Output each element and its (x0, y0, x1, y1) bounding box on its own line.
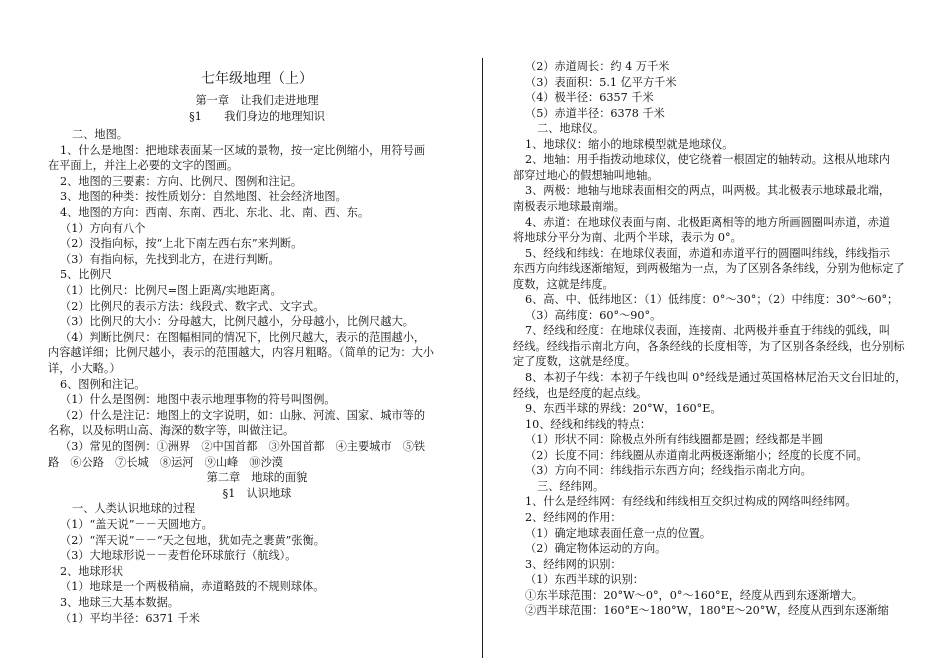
right-text-line: 二、地球仪。 (537, 122, 605, 136)
right-text-line: ①东半球范围：20°W～0°，0°～160°E，经度从西到东逐渐增大。 (525, 588, 863, 602)
left-text-line: 详，小大略。） (48, 362, 121, 375)
left-text-line: 一、人类认识地球的过程 (72, 502, 196, 516)
left-text-line: 2、地球形状 (60, 564, 124, 578)
right-text-line: 1、什么是经纬网：有经线和纬线相互交织过构成的网络叫经纬网。 (525, 495, 857, 509)
right-text-line: 经线，也是经度的起点线。 (513, 386, 648, 400)
right-text-line: 4、赤道：在地球仪表面与南、北极距离相等的地方所画圆圈叫赤道，赤道 (525, 215, 891, 229)
right-text-line: 经线。经线指示南北方向，各条经线的长度相等，为了区别各条经线，也分别标 (513, 339, 905, 353)
right-text-line: （2）赤道周长：约 4 万千米 (525, 60, 670, 73)
left-text-line: （1）地球是一个两极稍扁，赤道略鼓的不规则球体。 (60, 580, 325, 594)
left-text-line: 内容越详细；比例尺越小，表示的范围越大，内容月粗略。（简单的记为：大小 (48, 346, 434, 360)
left-text-line: 2、地图的三要素：方向、比例尺、图例和注记。 (60, 174, 303, 188)
left-text-line: （1）平均半径：6371 千米 (60, 611, 200, 625)
right-text-line: 部穿过地心的假想轴叫地轴。 (513, 168, 659, 182)
left-text-line: 第一章 让我们走进地理 (195, 94, 319, 107)
right-text-line: （1）东西半球的识别： (525, 573, 644, 587)
right-column (513, 0, 911, 672)
left-text-line: （2）“浑天说”－－“天之包地，犹如壳之裹黄”张衡。 (60, 533, 325, 547)
right-text-line: （3）方向不同：纬线指示东西方向；经线指示南北方向。 (525, 464, 812, 478)
left-column (48, 0, 466, 672)
right-text-line: 5、经线和纬线：在地球仪表面，赤道和赤道平行的圆圈叫纬线，纬线指示 (525, 246, 891, 260)
left-text-line: （3）大地球形说－－麦哲伦环球旅行（航线）。 (60, 549, 297, 563)
right-text-line: 9、东西半球的界线：20°W，160°E。 (525, 402, 722, 416)
left-text-line: （1）方向有八个 (60, 221, 146, 235)
right-text-line: 6、高、中、低纬地区：（1）低纬度：0°～30°；（2）中纬度：30°～60°； (525, 293, 899, 307)
right-text-line: 7、经线和经度：在地球仪表面，连接南、北两极并垂直于纬线的弧线，叫 (525, 324, 891, 338)
left-text-line: 七年级地理（上） (201, 71, 313, 87)
left-text-line: 6、图例和注记。 (60, 377, 146, 391)
right-text-line: 度数，这就是纬度。 (513, 277, 614, 291)
left-text-line: （3）比例尺的大小：分母越大，比例尺越小，分母越小，比例尺越大。 (60, 315, 414, 329)
right-text-line: 10、经线和纬线的特点： (525, 417, 652, 431)
right-text-line: 南极表示地球最南端。 (513, 199, 625, 213)
left-text-line: 在平面上，并注上必要的文字的图画。 (48, 159, 239, 173)
column-divider (482, 58, 483, 658)
left-text-line: 第二章 地球的面貌 (206, 471, 308, 485)
left-text-line: （3）有指向标，先找到北方，在进行判断。 (60, 252, 280, 266)
right-text-line: 2、地轴：用手指拨动地球仪，使它绕着一根固定的轴转动。这根从地球内 (525, 153, 891, 167)
right-text-line: （4）极半径：6357 千米 (525, 91, 654, 105)
left-text-line: 1、什么是地图：把地球表面某一区域的景物，按一定比例缩小，用符号画 (60, 143, 426, 157)
left-text-line: 3、地图的种类：按性质划分：自然地图、社会经济地图。 (60, 190, 347, 204)
left-text-line: §1 认识地球 (222, 486, 292, 500)
right-text-line: （1）确定地球表面任意一点的位置。 (525, 526, 712, 540)
right-text-line: 8、本初子午线：本初子午线也叫 0°经线是通过英国格林尼治天文台旧址的， (525, 371, 907, 384)
left-text-line: 5、比例尺 (60, 268, 112, 282)
right-text-line: ②西半球范围：160°E～180°W，180°E～20°W，经度从西到东逐渐缩 (525, 604, 889, 618)
left-text-line: （2）比例尺的表示方法：线段式、数字式、文字式。 (60, 299, 325, 313)
right-text-line: 1、地球仪：缩小的地球模型就是地球仪。 (525, 137, 734, 151)
left-text-line: 二、地图。 (72, 128, 128, 141)
left-text-line: （3）常见的图例：①洲界 ②中国首都 ③外国首都 ④主要城市 ⑤铁 (60, 440, 426, 453)
left-text-line: 名称，以及标明山高、海深的数字等，叫做注记。 (48, 424, 295, 438)
left-text-line: （1）比例尺：比例尺=图上距离/实地距离。 (60, 284, 282, 297)
left-text-line: §1 我们身边的地理知识 (189, 110, 325, 123)
right-text-line: （2）长度不同：纬线圈从赤道南北两极逐渐缩小；经度的长度不同。 (525, 448, 868, 462)
right-text-line: （2）确定物体运动的方向。 (525, 542, 667, 556)
left-text-line: 4、地图的方向：西南、东南、西北、东北、北、南、西、东。 (60, 206, 370, 219)
right-text-line: （1）形状不同：除极点外所有纬线圈都是圆；经线都是半圆 (525, 433, 823, 447)
left-text-line: （2）什么是注记：地图上的文字说明，如：山脉、河流、国家、城市等的 (60, 408, 426, 422)
left-text-line: 路 ⑥公路 ⑦长城 ⑧运河 ⑨山峰 ⑩沙漠 (48, 455, 283, 469)
right-text-line: 将地球分平分为南、北两个半球，表示为 0°。 (513, 231, 742, 245)
right-text-line: 定了度数，这就是经度。 (513, 355, 637, 369)
right-text-line: 3、经纬网的识别： (525, 557, 622, 571)
right-text-line: （3）表面积：5.1 亿平方千米 (525, 75, 677, 89)
right-text-line: 三、经纬网。 (537, 479, 605, 493)
left-text-line: （1）什么是图例：地图中表示地理事物的符号叫图例。 (60, 393, 336, 407)
left-text-line: （1）“盖天说”－－天圆地方。 (60, 518, 213, 531)
right-text-line: 3、两极：地轴与地球表面相交的两点，叫两极。其北极表示地球最北端， (525, 184, 891, 198)
left-text-line: （4）判断比例尺：在图幅相同的情况下，比例尺越大，表示的范围越小， (60, 330, 426, 344)
left-text-line: 3、地球三大基本数据。 (60, 596, 179, 609)
left-text-line: （2）没指向标，按“上北下南左西右东”来判断。 (60, 237, 303, 251)
right-text-line: 东西方向纬线逐渐缩短，到两极缩为一点，为了区别各条纬线，分别为他标定了 (513, 262, 905, 276)
right-text-line: 2、经纬网的作用： (525, 510, 622, 524)
right-text-line: （5）赤道半径：6378 千米 (525, 106, 665, 120)
right-text-line: （3）高纬度：60°～90°。 (525, 308, 662, 322)
